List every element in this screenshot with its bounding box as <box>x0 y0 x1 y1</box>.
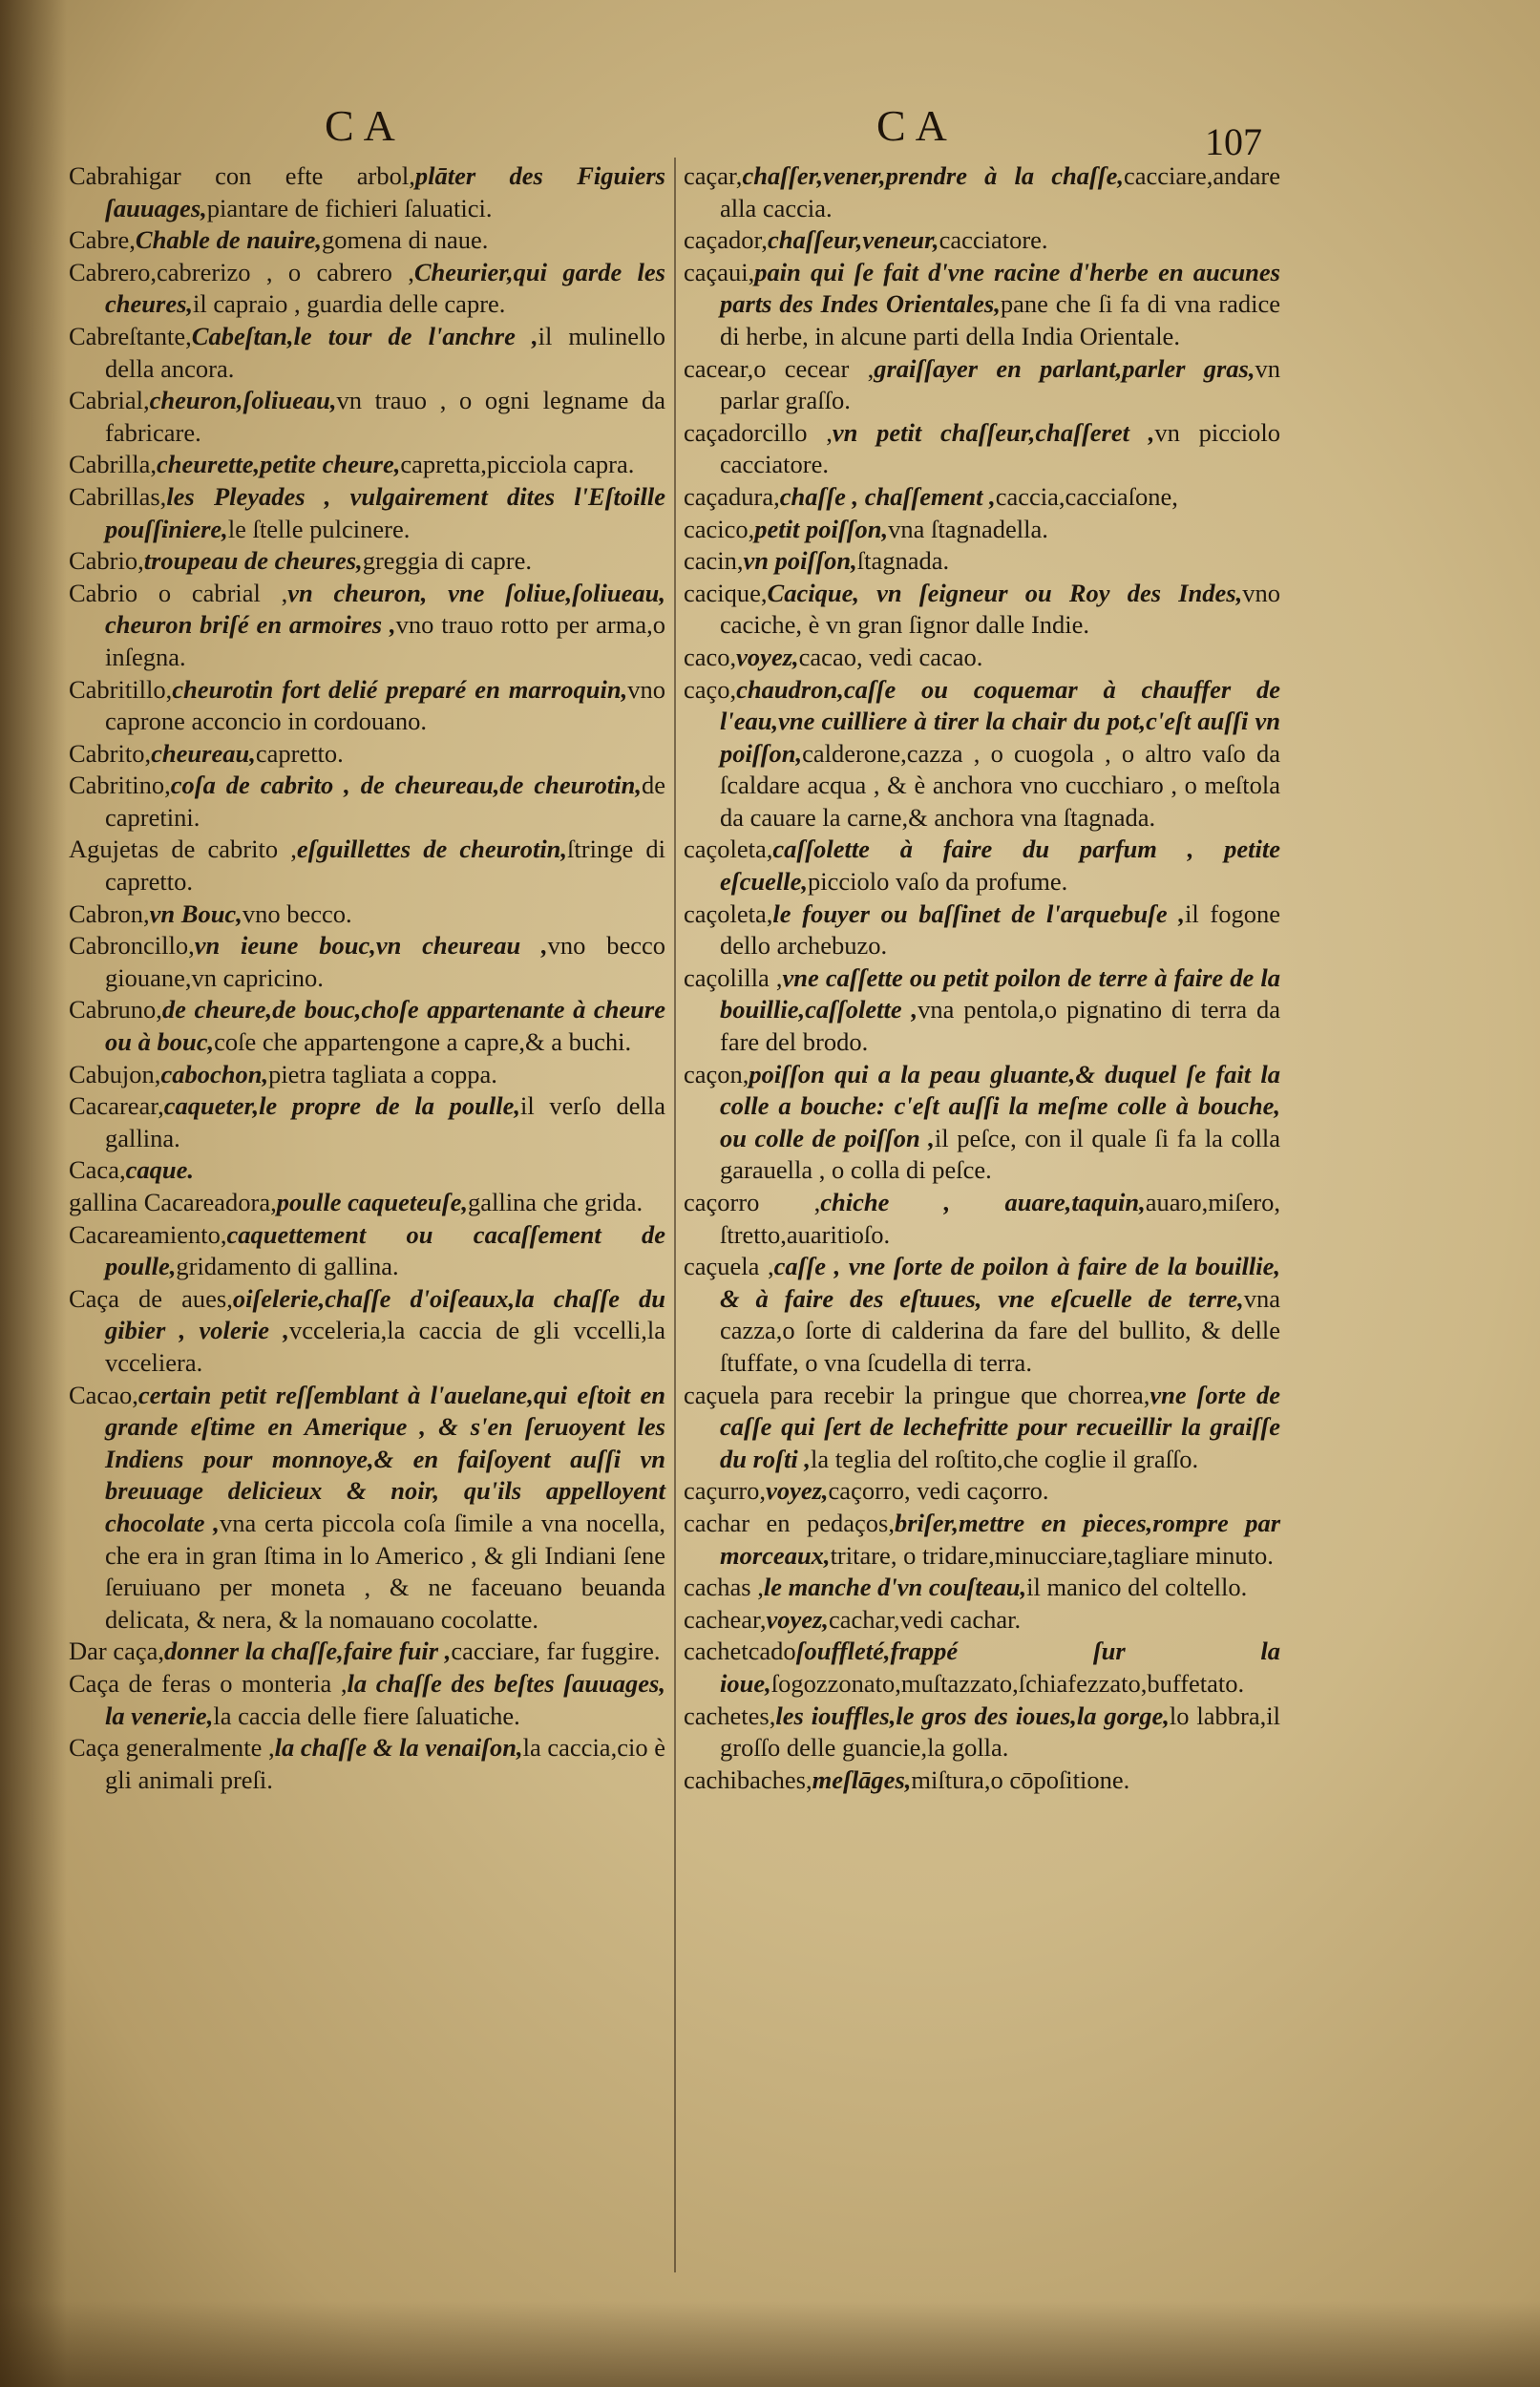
dictionary-entry <box>69 257 665 321</box>
headword: cacear,o cecear , <box>684 353 875 383</box>
headword: Caca, <box>69 1155 126 1185</box>
italian-gloss: il verſo della gallina. <box>105 1091 665 1152</box>
headword: cacique, <box>684 578 768 607</box>
french-gloss: caqueter,le propre de la poulle, <box>163 1091 520 1121</box>
dictionary-entry <box>684 1604 1280 1637</box>
french-gloss: ſouffleté,frappé ſur la ioue, <box>720 1637 1280 1698</box>
headword: cachar en pedaços, <box>684 1508 895 1537</box>
dictionary-entry <box>684 674 1280 834</box>
french-gloss: les Pleyades , vulgairement dites l'Eſtoille pouſſiniere, <box>105 481 665 543</box>
running-head-right: CA <box>876 101 957 150</box>
headword: caçadura, <box>684 481 780 511</box>
headword: Cabritino, <box>69 771 171 800</box>
headword: Cabrio o cabrial , <box>69 578 288 607</box>
french-gloss: cheureau, <box>151 738 256 768</box>
headword: Cabroncillo, <box>69 931 195 961</box>
italian-gloss: tritare, o tridare,minucciare,tagliare minuto. <box>830 1540 1274 1570</box>
headword: Dar caça, <box>69 1637 165 1666</box>
italian-gloss: vno caprone acconcio in cordouano. <box>105 674 665 736</box>
italian-gloss: vn parlar graſſo. <box>720 353 1280 415</box>
french-gloss: chaſſer,vener,prendre à la chaſſe, <box>742 161 1124 190</box>
french-gloss: certain petit reſſemblant à l'auelane,qui eſtoit en grande eſtime en Amerique , & s'en ſeruoyent les Indiens pour monnoye,& en faiſoyent auſſi vn breuuage delicieux & noir, qu'ils appelloyent chocolate , <box>105 1380 665 1537</box>
dictionary-entry <box>69 385 665 449</box>
dictionary-entry <box>69 449 665 481</box>
french-gloss: vn ieune bouc,vn cheureau , <box>194 931 548 961</box>
headword: Cacarear, <box>69 1091 164 1121</box>
dictionary-entry <box>69 1283 665 1380</box>
italian-gloss: il manico del coltello. <box>1026 1573 1248 1602</box>
french-gloss: voyez, <box>766 1604 829 1634</box>
french-gloss: poiſſon qui a la peau gluante,& duquel ſe fait la colle a bouche: c'eſt auſſi la meſme colle à bouche, ou colle de poiſſon , <box>720 1059 1280 1152</box>
italian-gloss: il peſce, con il quale ſi fa la colla garauella , o colla di peſce. <box>720 1123 1281 1185</box>
dictionary-entry <box>684 962 1280 1059</box>
headword: caçoleta, <box>684 834 773 864</box>
french-gloss: les iouffles,le gros des ioues,la gorge, <box>775 1700 1170 1730</box>
dictionary-entry <box>69 674 665 738</box>
running-head-left: CA <box>325 101 405 150</box>
dictionary-entry <box>69 545 665 578</box>
headword: caçar, <box>684 161 743 190</box>
french-gloss: cheurette,petite cheure, <box>157 450 401 479</box>
italian-gloss: gomena di naue. <box>322 225 489 255</box>
dictionary-entry <box>684 1187 1280 1251</box>
dictionary-entry <box>69 1219 665 1283</box>
italian-gloss: la caccia delle fiere ſaluatiche. <box>213 1700 520 1730</box>
dictionary-entry <box>684 642 1280 674</box>
french-gloss: oiſelerie,chaſſe d'oiſeaux,la chaſſe du gibier , volerie , <box>105 1283 666 1345</box>
italian-gloss: vna certa piccola coſa ſimile a vna nocella, che era in gran ſtima in lo Americo , & gli Indiani ſene ſeruiuano per moneta , & ne faceuano beuanda delicata, & nera, & la nomauano cocolatte. <box>105 1508 665 1634</box>
dictionary-entry <box>684 481 1280 514</box>
italian-gloss: miſtura,o cōpoſitione. <box>911 1764 1130 1794</box>
headword: caçoleta, <box>684 898 773 928</box>
page-number: 107 <box>1205 120 1262 163</box>
dictionary-entry <box>684 898 1280 962</box>
italian-gloss: greggia di capre. <box>362 546 533 576</box>
italian-gloss: coſe che appartengone a capre,& a buchi. <box>214 1027 632 1057</box>
dictionary-entry <box>684 353 1280 417</box>
french-gloss: graiſſayer en parlant,parler gras, <box>874 353 1255 383</box>
italian-gloss: il mulinello della ancora. <box>105 321 665 383</box>
italian-gloss: ſtagnada. <box>856 546 950 576</box>
french-gloss: caſſe , vne ſorte de poilon à faire de la bouillie, & à faire des eſtuues, vne eſcuelle de terre, <box>720 1252 1280 1313</box>
headword: Cabrahigar con efte arbol, <box>69 161 415 190</box>
french-gloss: cheuron,ſoliueau, <box>149 386 337 415</box>
headword: Caça de feras o monteria , <box>69 1668 348 1698</box>
french-gloss: chiche , auare,taquin, <box>820 1188 1146 1216</box>
dictionary-entry <box>69 321 665 385</box>
headword: Agujetas de cabrito , <box>69 834 297 864</box>
headword: cachibaches, <box>684 1764 812 1794</box>
french-gloss: caſſolette à faire du parfum , petite eſcuelle, <box>720 834 1280 897</box>
french-gloss: de cheure,de bouc,choſe appartenante à cheure ou à bouc, <box>105 995 665 1057</box>
dictionary-entry <box>69 834 665 898</box>
headword: Cabruno, <box>69 995 162 1025</box>
headword: caçon, <box>684 1059 749 1088</box>
french-gloss: Chable de nauire, <box>135 225 322 255</box>
french-gloss: vn cheuron, vne ſoliue,ſoliueau, cheuron briſé en armoires , <box>105 578 665 640</box>
headword: Cabre, <box>69 225 136 255</box>
dictionary-entry <box>69 1187 665 1219</box>
italian-gloss: ſtringe di capretto. <box>105 834 665 897</box>
dictionary-entry <box>684 417 1280 481</box>
italian-gloss: cacciare,andare alla caccia. <box>720 161 1280 222</box>
dictionary-entry <box>69 224 665 257</box>
dictionary-entry <box>684 578 1280 642</box>
italian-gloss: caçorro, vedi caçorro. <box>828 1476 1049 1506</box>
dictionary-entry <box>684 545 1280 578</box>
dictionary-entry <box>69 994 665 1058</box>
dictionary-entry <box>684 257 1280 353</box>
dictionary-entry <box>69 1059 665 1091</box>
dictionary-entry <box>69 1636 665 1668</box>
french-gloss: plāter des Figuiers ſauuages, <box>105 161 665 222</box>
italian-gloss: vn picciolo cacciatore. <box>720 417 1280 479</box>
dictionary-entry <box>69 1380 665 1637</box>
headword: cacin, <box>684 546 744 576</box>
headword: caçorro , <box>684 1188 821 1216</box>
french-gloss: chaudron,caſſe ou coquemar à chauffer de l'eau,vne cuilliere à tirer la chair du pot,c'eſt auſſi vn poiſſon, <box>720 674 1280 768</box>
italian-gloss: caccia,cacciaſone, <box>995 481 1178 511</box>
dictionary-entry <box>69 1668 665 1732</box>
dictionary-entry <box>684 834 1280 898</box>
headword: Cabrero,cabrerizo , o cabrero , <box>69 257 414 286</box>
dictionary-entry <box>684 160 1280 224</box>
dictionary-entry <box>69 898 665 931</box>
french-gloss: Cheurier,qui garde les cheures, <box>105 257 665 319</box>
headword: Cacao, <box>69 1380 138 1409</box>
italian-gloss: piantare de fichieri ſaluatici. <box>206 193 493 222</box>
italian-gloss: vn trauo , o ogni legname da fabricare. <box>105 386 665 447</box>
headword: caçuela , <box>684 1252 774 1281</box>
headword: gallina Cacareadora, <box>69 1188 277 1216</box>
french-gloss: poulle caqueteuſe, <box>276 1188 468 1216</box>
italian-gloss: de capretini. <box>105 771 665 832</box>
headword: caçuela para recebir la pringue que chorrea, <box>684 1380 1150 1409</box>
dictionary-entry <box>69 160 665 224</box>
italian-gloss: picciolo vaſo da profume. <box>807 867 1068 897</box>
italian-gloss: vna ſtagnadella. <box>888 514 1048 543</box>
italian-gloss: calderone,cazza , o cuogola , o altro vaſo da ſcaldare acqua , & è anchora vno cucchiaro , o meſtola da cauare la carne,& anchora vna ſtagnada. <box>720 738 1280 832</box>
dictionary-entry <box>69 1090 665 1154</box>
dictionary-entry <box>684 514 1280 546</box>
dictionary-entry <box>684 1251 1280 1379</box>
french-gloss: Cabeſtan,le tour de l'anchre , <box>191 321 538 350</box>
italian-gloss: vna cazza,o ſorte di calderina da fare del bullito, & delle ſtuffate, o vna ſcudella di terra. <box>720 1283 1280 1377</box>
dictionary-entry <box>684 1572 1280 1604</box>
italian-gloss: cachar,vedi cachar. <box>828 1604 1022 1634</box>
french-gloss: chaſſeur,veneur, <box>767 225 939 255</box>
binding-shadow <box>0 0 67 2387</box>
dictionary-entry <box>69 481 665 545</box>
french-gloss: caquettement ou cacaſſement de poulle, <box>105 1219 665 1281</box>
french-gloss: troupeau de cheures, <box>143 546 363 576</box>
italian-gloss: vno becco. <box>242 898 352 928</box>
italian-gloss: vno becco giouane,vn capricino. <box>105 931 665 992</box>
italian-gloss: la caccia,cio è gli animali preſi. <box>105 1733 665 1794</box>
dictionary-entry <box>684 1636 1280 1700</box>
headword: Cabrial, <box>69 386 150 415</box>
italian-gloss: gallina che grida. <box>467 1188 643 1216</box>
dictionary-entry <box>69 738 665 771</box>
french-gloss: cheurotin fort delié preparé en marroquin, <box>172 674 628 704</box>
french-gloss: la chaſſe & la venaiſon, <box>274 1733 523 1763</box>
french-gloss: la chaſſe des beſtes ſauuages, la venerie, <box>105 1668 665 1730</box>
bottom-shadow <box>0 2301 1540 2387</box>
french-gloss: donner la chaſſe,faire fuir , <box>164 1637 452 1666</box>
headword: Cabujon, <box>69 1059 161 1088</box>
french-gloss: petit poiſſon, <box>754 514 889 543</box>
french-gloss: voyez, <box>736 642 799 671</box>
french-gloss: vne ſorte de caſſe qui ſert de lechefritte pour recueillir la graiſſe du roſti , <box>720 1380 1280 1473</box>
right-column <box>684 160 1280 1796</box>
dictionary-entry <box>69 578 665 674</box>
dictionary-entry <box>684 1700 1280 1764</box>
left-column <box>69 160 665 1796</box>
french-gloss: coſa de cabrito , de cheureau,de cheurotin, <box>170 771 642 800</box>
italian-gloss: la teglia del roſtito,che coglie il graſſo. <box>810 1444 1199 1473</box>
french-gloss: chaſſe , chaſſement , <box>779 481 996 511</box>
headword: Cabrito, <box>69 738 152 768</box>
italian-gloss: cacao, vedi cacao. <box>798 642 983 671</box>
french-gloss: le fouyer ou baſſinet de l'arquebuſe , <box>772 898 1185 928</box>
italian-gloss: il capraio , guardia delle capre. <box>193 289 506 319</box>
headword: cacico, <box>684 514 755 543</box>
french-gloss: caque. <box>125 1155 194 1185</box>
headword: cachear, <box>684 1604 767 1634</box>
italian-gloss: vno caciche, è vn gran ſignor dalle Indie. <box>720 578 1280 640</box>
headword: caçaui, <box>684 257 755 286</box>
dictionary-entry <box>684 1764 1280 1797</box>
dictionary-entry <box>684 1475 1280 1508</box>
headword: caço, <box>684 674 737 704</box>
italian-gloss: ſogozzonato,muſtazzato,ſchiafezzato,buffetato. <box>770 1668 1245 1698</box>
french-gloss: meſlāges, <box>812 1764 912 1794</box>
headword: Caça de aues, <box>69 1283 233 1313</box>
dictionary-entry <box>684 1380 1280 1476</box>
column-divider <box>674 158 676 2272</box>
dictionary-entry <box>684 224 1280 257</box>
italian-gloss: auaro,miſero, ſtretto,auaritioſo. <box>720 1188 1281 1249</box>
french-gloss: eſguillettes de cheurotin, <box>296 834 568 864</box>
headword: caçadorcillo , <box>684 417 833 447</box>
french-gloss: vn petit chaſſeur,chaſſeret , <box>832 417 1155 447</box>
italian-gloss: vcceleria,la caccia de gli vccelli,la vcceliera. <box>105 1316 665 1377</box>
headword: Cabrillas, <box>69 481 167 511</box>
headword: cachetcado <box>684 1637 796 1666</box>
headword: caçurro, <box>684 1476 767 1506</box>
french-gloss: vne caſſette ou petit poilon de terre à faire de la bouillie,caſſolette , <box>720 962 1281 1025</box>
french-gloss: vn Bouc, <box>149 898 243 928</box>
french-gloss: cabochon, <box>160 1059 269 1088</box>
french-gloss: vn poiſſon, <box>743 546 857 576</box>
headword: Cabrilla, <box>69 450 157 479</box>
italian-gloss: il fogone dello archebuzo. <box>720 898 1281 961</box>
headword: caco, <box>684 642 737 671</box>
french-gloss: Cacique, vn ſeigneur ou Roy des Indes, <box>767 578 1243 607</box>
headword: Cabritillo, <box>69 674 173 704</box>
headword: Cabrio, <box>69 546 144 576</box>
italian-gloss: cacciare, far fuggire. <box>451 1637 661 1666</box>
headword: caçador, <box>684 225 768 255</box>
headword: cachas , <box>684 1573 764 1602</box>
italian-gloss: vna pentola,o pignatino di terra da fare del brodo. <box>720 995 1280 1057</box>
italian-gloss: lo labbra,il groſſo delle guancie,la golla. <box>720 1700 1280 1763</box>
headword: cachetes, <box>684 1700 776 1730</box>
italian-gloss: capretto. <box>255 738 344 768</box>
headword: Cabron, <box>69 898 150 928</box>
headword: Cacareamiento, <box>69 1219 227 1249</box>
italian-gloss: cacciatore. <box>939 225 1048 255</box>
headword: Caça generalmente , <box>69 1733 275 1763</box>
italian-gloss: pane che ſi fa di vna radice di herbe, in alcune parti della India Orientale. <box>720 289 1280 350</box>
italian-gloss: capretta,picciola capra. <box>400 450 635 479</box>
dictionary-entry <box>684 1059 1280 1187</box>
french-gloss: pain qui ſe fait d'vne racine d'herbe en aucunes parts des Indes Orientales, <box>720 257 1280 319</box>
italian-gloss: pietra tagliata a coppa. <box>268 1059 497 1088</box>
dictionary-entry <box>69 1154 665 1187</box>
headword: Cabreſtante, <box>69 321 192 350</box>
dictionary-entry <box>69 930 665 994</box>
french-gloss: voyez, <box>766 1476 829 1506</box>
italian-gloss: vno trauo rotto per arma,o inſegna. <box>105 610 665 671</box>
italian-gloss: gridamento di gallina. <box>176 1252 399 1281</box>
dictionary-entry <box>69 770 665 834</box>
italian-gloss: le ſtelle pulcinere. <box>227 514 411 543</box>
headword: caçolilla , <box>684 962 783 992</box>
dictionary-entry <box>69 1732 665 1796</box>
dictionary-entry <box>684 1508 1280 1572</box>
french-gloss: briſer,mettre en pieces,rompre par morceaux, <box>720 1508 1281 1570</box>
french-gloss: le manche d'vn couſteau, <box>763 1573 1027 1602</box>
